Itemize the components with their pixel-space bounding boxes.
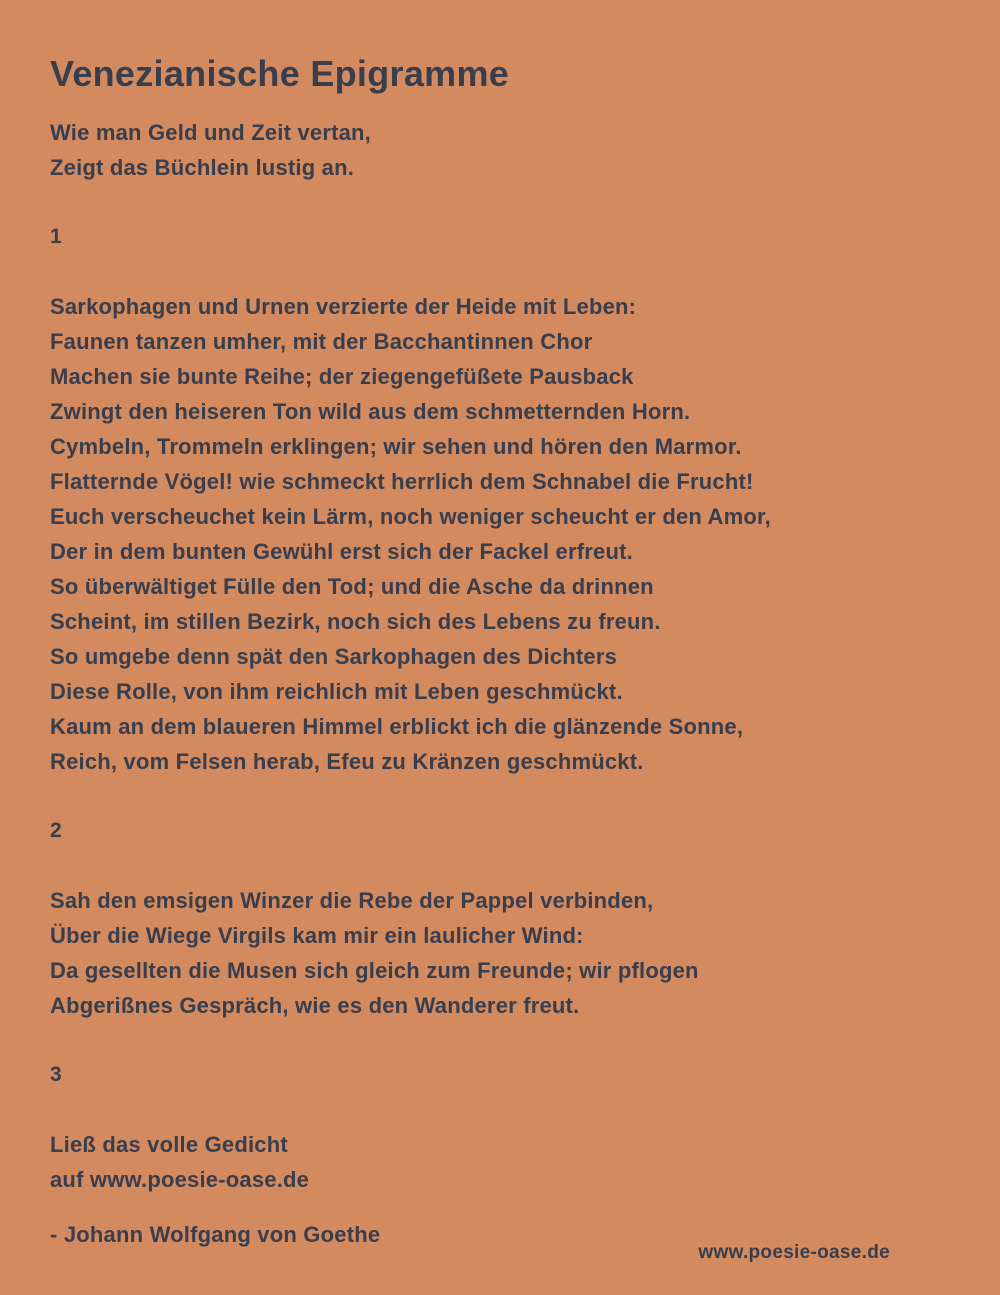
epigraph-line: Wie man Geld und Zeit vertan, [50, 120, 371, 145]
poem-section-1 [50, 219, 950, 779]
poem-line: Faunen tanzen umher, mit der Bacchantinnen Chor [50, 329, 593, 354]
poem-line: Diese Rolle, von ihm reichlich mit Leben geschmückt. [50, 679, 623, 704]
poem-line: Euch verscheuchet kein Lärm, noch weniger scheucht er den Amor, [50, 504, 771, 529]
poem-line: Ließ das volle Gedicht [50, 1132, 288, 1157]
stanza [50, 289, 950, 779]
poem-line: Flatternde Vögel! wie schmeckt herrlich dem Schnabel die Frucht! [50, 469, 754, 494]
poem-line: Machen sie bunte Reihe; der ziegengefüßete Pausback [50, 364, 634, 389]
site-footer-url: www.poesie-oase.de [698, 1242, 890, 1263]
epigraph-line: Zeigt das Büchlein lustig an. [50, 155, 355, 180]
poem-section-2 [50, 813, 950, 1023]
section-number: 2 [50, 819, 62, 842]
poem-epigraph [50, 115, 950, 185]
poem-line: Sah den emsigen Winzer die Rebe der Pappel verbinden, [50, 888, 654, 913]
section-number: 3 [50, 1063, 62, 1086]
poem-line: Da gesellten die Musen sich gleich zum Freunde; wir pflogen [50, 958, 699, 983]
section-number: 1 [50, 225, 62, 248]
stanza [50, 883, 950, 1023]
poem-line: Scheint, im stillen Bezirk, noch sich des Lebens zu freun. [50, 609, 661, 634]
stanza [50, 1127, 950, 1197]
poem-line: So umgebe denn spät den Sarkophagen des Dichters [50, 644, 618, 669]
poem-section-3 [50, 1057, 950, 1197]
poem-line: Sarkophagen und Urnen verzierte der Heide mit Leben: [50, 294, 637, 319]
poem-line: So überwältiget Fülle den Tod; und die Asche da drinnen [50, 574, 654, 599]
poem-line: Kaum an dem blaueren Himmel erblickt ich die glänzende Sonne, [50, 714, 744, 739]
poem-title: Venezianische Epigramme [50, 53, 510, 94]
poem-line: Zwingt den heiseren Ton wild aus dem schmetternden Horn. [50, 399, 691, 424]
poem-line: Der in dem bunten Gewühl erst sich der Fackel erfreut. [50, 539, 633, 564]
poem-attribution: - Johann Wolfgang von Goethe [50, 1222, 381, 1247]
poem-line: Reich, vom Felsen herab, Efeu zu Kränzen geschmückt. [50, 749, 644, 774]
poem-line: Über die Wiege Virgils kam mir ein laulicher Wind: [50, 923, 584, 948]
poem-line: auf www.poesie-oase.de [50, 1167, 310, 1192]
poem-line: Cymbeln, Trommeln erklingen; wir sehen und hören den Marmor. [50, 434, 742, 459]
poem-line: Abgerißnes Gespräch, wie es den Wanderer freut. [50, 993, 580, 1018]
